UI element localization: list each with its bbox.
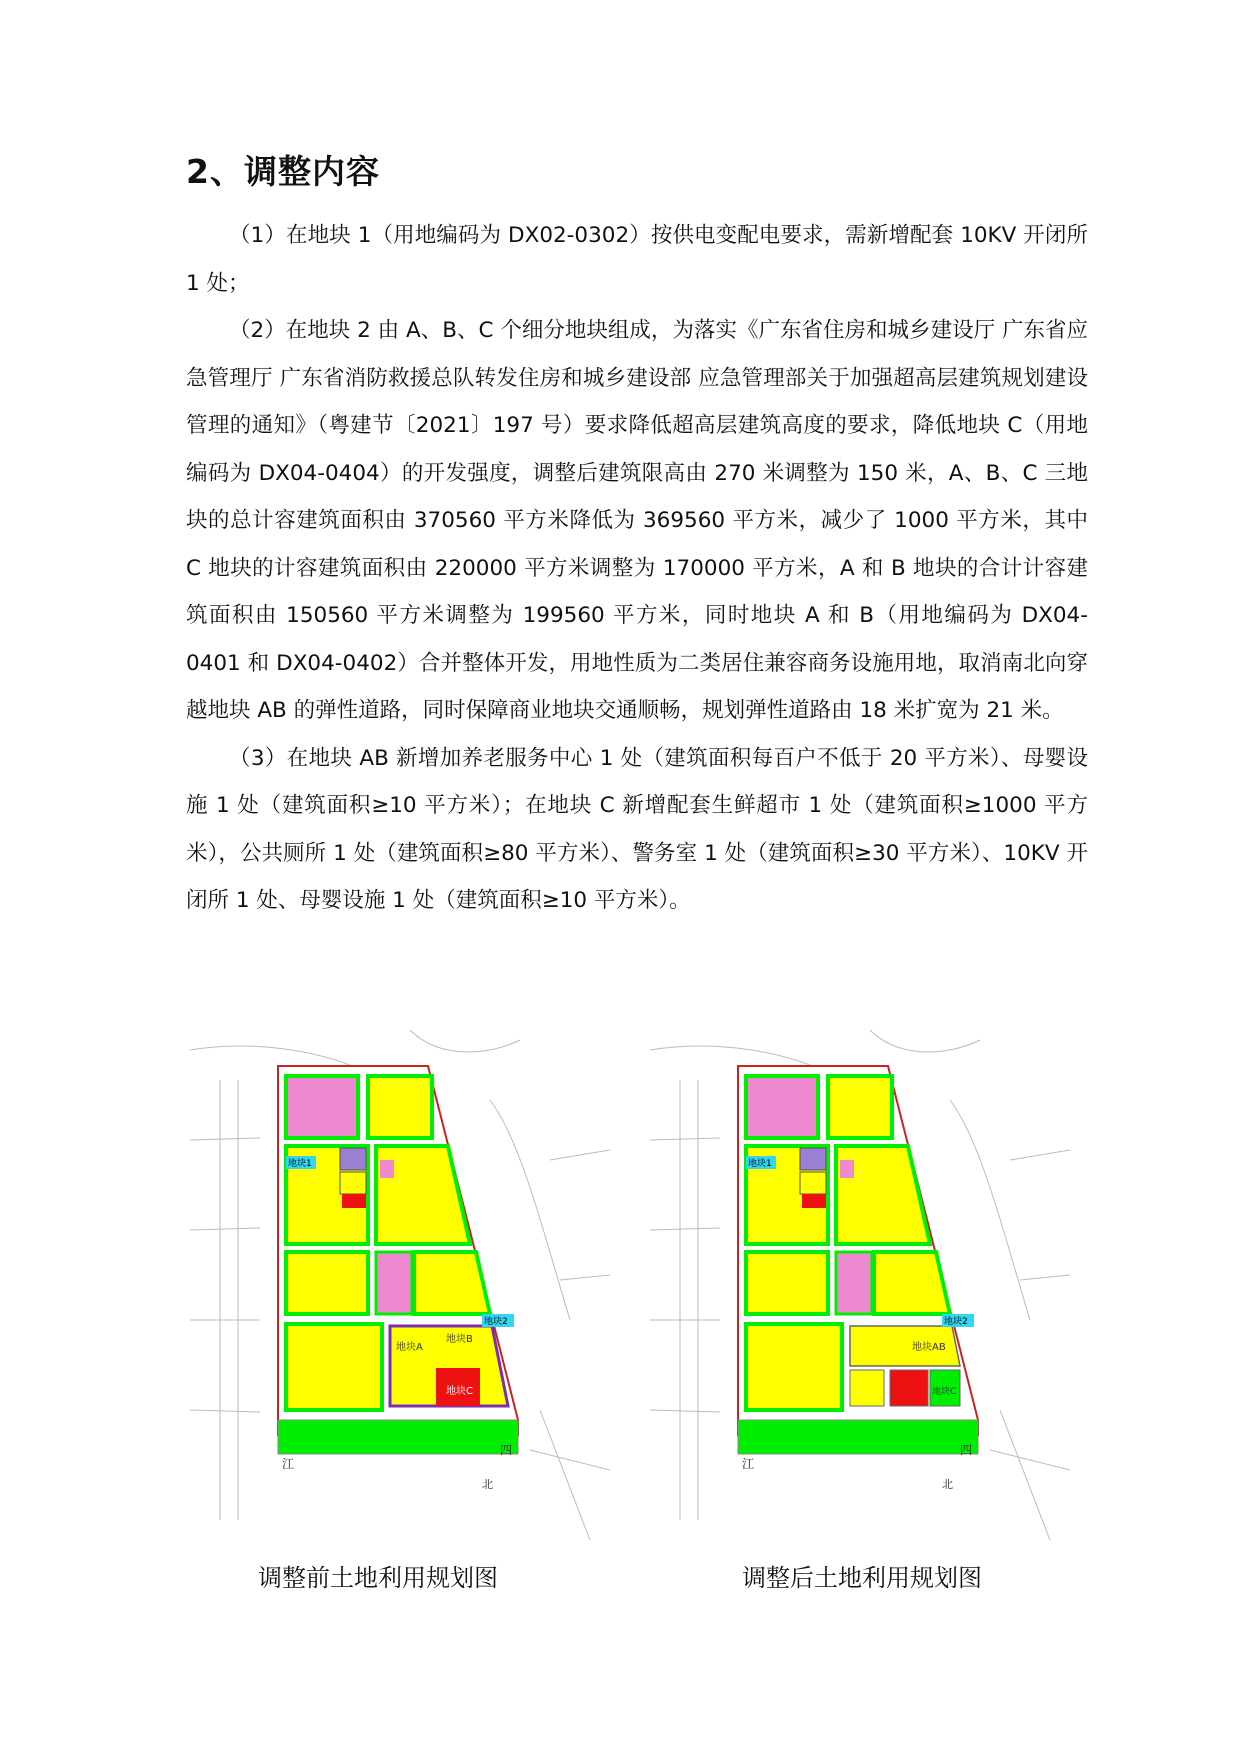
river-label: 江 [742, 1457, 755, 1471]
road-label-bottom: 北 [482, 1478, 493, 1491]
parcel-1-sub [800, 1172, 826, 1194]
callout-1-label: 地块1 [748, 1159, 772, 1169]
green-belt [278, 1420, 518, 1454]
parcel-residential-south-west [746, 1324, 842, 1410]
parcel-1-red [802, 1194, 826, 1208]
parcel-b-label: 地块B [446, 1334, 473, 1345]
map-before [190, 1020, 610, 1540]
callout-2-label: 地块2 [484, 1317, 508, 1327]
parcel-a-label: 地块A [396, 1342, 423, 1353]
road-label-right: 四 [960, 1443, 973, 1457]
parcel-residential-south-west [286, 1324, 382, 1410]
parcel-pink-mid [836, 1252, 872, 1314]
paragraph-2: （2）在地块 2 由 A、B、C 个细分地块组成，为落实《广东省住房和城乡建设厅 广东省应急管理厅 广东省消防救援总队转发住房和城乡建设部 应急管理部关于加强超高层建筑规划建设管理的通知》（粤建节〔2021〕197 号）要求降低超高层建筑高度的要求，降低地块 C（用地编码为 DX04-0404）的开发强度，调整后建筑限高由 270 米调整为 150 米，A、B、C 三地块的总计容建筑面积由 370560 平方米降低为 369560 平方米，减少了 1000 平方米，其中 C 地块的计容建筑面积由 220000 平方米调整为 170000 平方米，A 和 B 地块的合计计容建筑面积由 150560 平方米调整为 199560 平方米，同时地块 A 和 B（用地编码为 DX04-0401 和 DX04-0402）合并整体开发，用地性质为二类居住兼容商务设施用地，取消南北向穿越地块 AB 的弹性道路，同时保障商业地块交通顺畅，规划弹性道路由 18 米扩宽为 21 米。 [186, 318, 1088, 723]
parcel-ab-label: 地块AB [912, 1342, 946, 1353]
land-use-map-before [190, 1020, 610, 1540]
parcel-1-facility [340, 1148, 366, 1170]
land-use-map-after [650, 1020, 1070, 1540]
road-label-right: 四 [500, 1443, 513, 1457]
river-label: 江 [282, 1457, 295, 1471]
parcel-c-red [890, 1370, 928, 1406]
parcel-1-facility [800, 1148, 826, 1170]
parcel-pink-north [286, 1076, 358, 1138]
parcel-small-pink [840, 1160, 854, 1178]
caption-before: 调整前土地利用规划图 [258, 1564, 498, 1592]
parcel-south-small [850, 1370, 884, 1406]
parcel-residential-north [828, 1076, 892, 1138]
parcel-1-red [342, 1194, 366, 1208]
road-label-bottom: 北 [942, 1478, 953, 1491]
paragraph-3: （3）在地块 AB 新增加养老服务中心 1 处（建筑面积每百户不低于 20 平方米）、母婴设施 1 处（建筑面积≥10 平方米）；在地块 C 新增配套生鲜超市 1 处（建筑面积≥1000 平方米），公共厕所 1 处（建筑面积≥80 平方米）、警务室 1 处（建筑面积≥30 平方米）、10KV 开闭所 1 处、母婴设施 1 处（建筑面积≥10 平方米）。 [186, 745, 1088, 913]
parcel-c-label: 地块C [446, 1386, 473, 1397]
parcel-residential-mid-east [414, 1252, 490, 1314]
parcel-c-label: 地块C [932, 1387, 957, 1397]
parcel-residential-north [368, 1076, 432, 1138]
parcel-small-pink [380, 1160, 394, 1178]
parcel-pink-mid [376, 1252, 412, 1314]
paragraph-1: （1）在地块 1（用地编码为 DX02-0302）按供电变配电要求，需新增配套 10KV 开闭所 1 处； [186, 223, 1088, 296]
caption-after: 调整后土地利用规划图 [742, 1564, 982, 1592]
parcel-1-sub [340, 1172, 366, 1194]
map-after [650, 1020, 1070, 1540]
section-heading: 2、调整内容 [186, 152, 380, 191]
green-belt [738, 1420, 978, 1454]
parcel-residential-mid-west [746, 1252, 828, 1314]
parcel-pink-north [746, 1076, 818, 1138]
callout-2-label: 地块2 [944, 1317, 968, 1327]
callout-1-label: 地块1 [288, 1159, 312, 1169]
parcel-residential-mid-west [286, 1252, 368, 1314]
parcel-residential-mid-east [874, 1252, 950, 1314]
body-text [186, 212, 1088, 925]
